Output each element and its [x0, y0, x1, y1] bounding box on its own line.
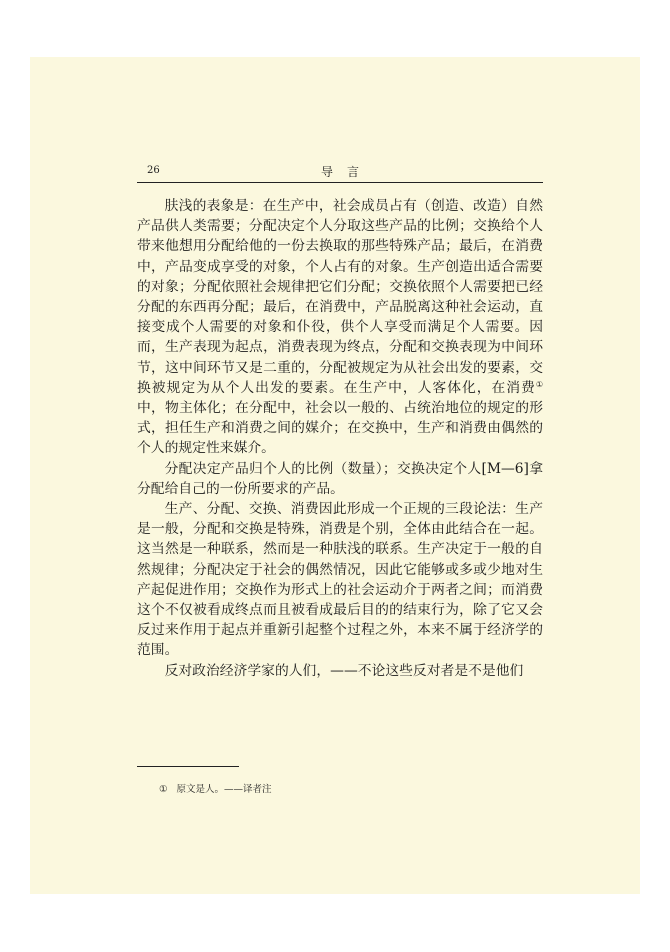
page-number: 26	[147, 165, 160, 176]
footnote-divider	[137, 766, 239, 767]
footnote-marker: ①	[159, 784, 168, 795]
page-header	[137, 164, 543, 183]
paragraph-1-continued: 中，物主体化；在分配中，社会以一般的、占统治地位的规定的形式，担任生产和消费之间的媒介；在交换中，生产和消费由偶然的个人的规定性来媒介。	[137, 400, 543, 457]
paragraph-2: 分配决定产品归个人的比例（数量）；交换决定个人[M—6]拿分配给自己的一份所要求的产品。	[137, 460, 543, 497]
body-text	[137, 196, 543, 681]
paragraph-1	[137, 196, 543, 459]
paragraph-4: 反对政治经济学家的人们，——不论这些反对者是不是他们	[164, 662, 524, 679]
footnote-text: 原文是人。——译者注	[176, 784, 272, 795]
paragraph-1-text: 肤浅的表象是：在生产中，社会成员占有（创造、改造）自然产品供人类需要；分配决定个人分取这些产品的比例；交换给个人带来他想用分配给他的一份去换取的那些特殊产品；最后，在消费中，产品变成享受的对象，个人占有的对象。生产创造出适合需要的对象；分配依照社会规律把它们分配；交换依照个人需要把已经分配的东西再分配；最后，在消费中，产品脱离这种社会运动，直接变成个人需要的对象和仆役，供个人享受而满足个人需要。因而，生产表现为起点，消费表现为终点，分配和交换表现为中间环节，这中间环节又是二重的，分配被规定为从社会出发的要素，交换被规定为从个人出发的要素。在生产中，人客体化，在消费	[137, 198, 543, 396]
running-head: 导言	[320, 165, 373, 179]
paragraph-3: 生产、分配、交换、消费因此形成一个正规的三段论法：生产是一般，分配和交换是特殊，消费是个别，全体由此结合在一起。这当然是一种联系，然而是一种肤浅的联系。生产决定于一般的自然规律；分配决定于社会的偶然情况，因此它能够或多或少地对生产起促进作用；交换作为形式上的社会运动介于两者之间；而消费这个不仅被看成终点而且被看成最后目的的结束行为，除了它又会反过来作用于起点并重新引起整个过程之外，本来不属于经济学的范围。	[137, 501, 543, 659]
footnote	[159, 781, 272, 795]
footnote-reference[interactable]: ①	[535, 379, 543, 389]
